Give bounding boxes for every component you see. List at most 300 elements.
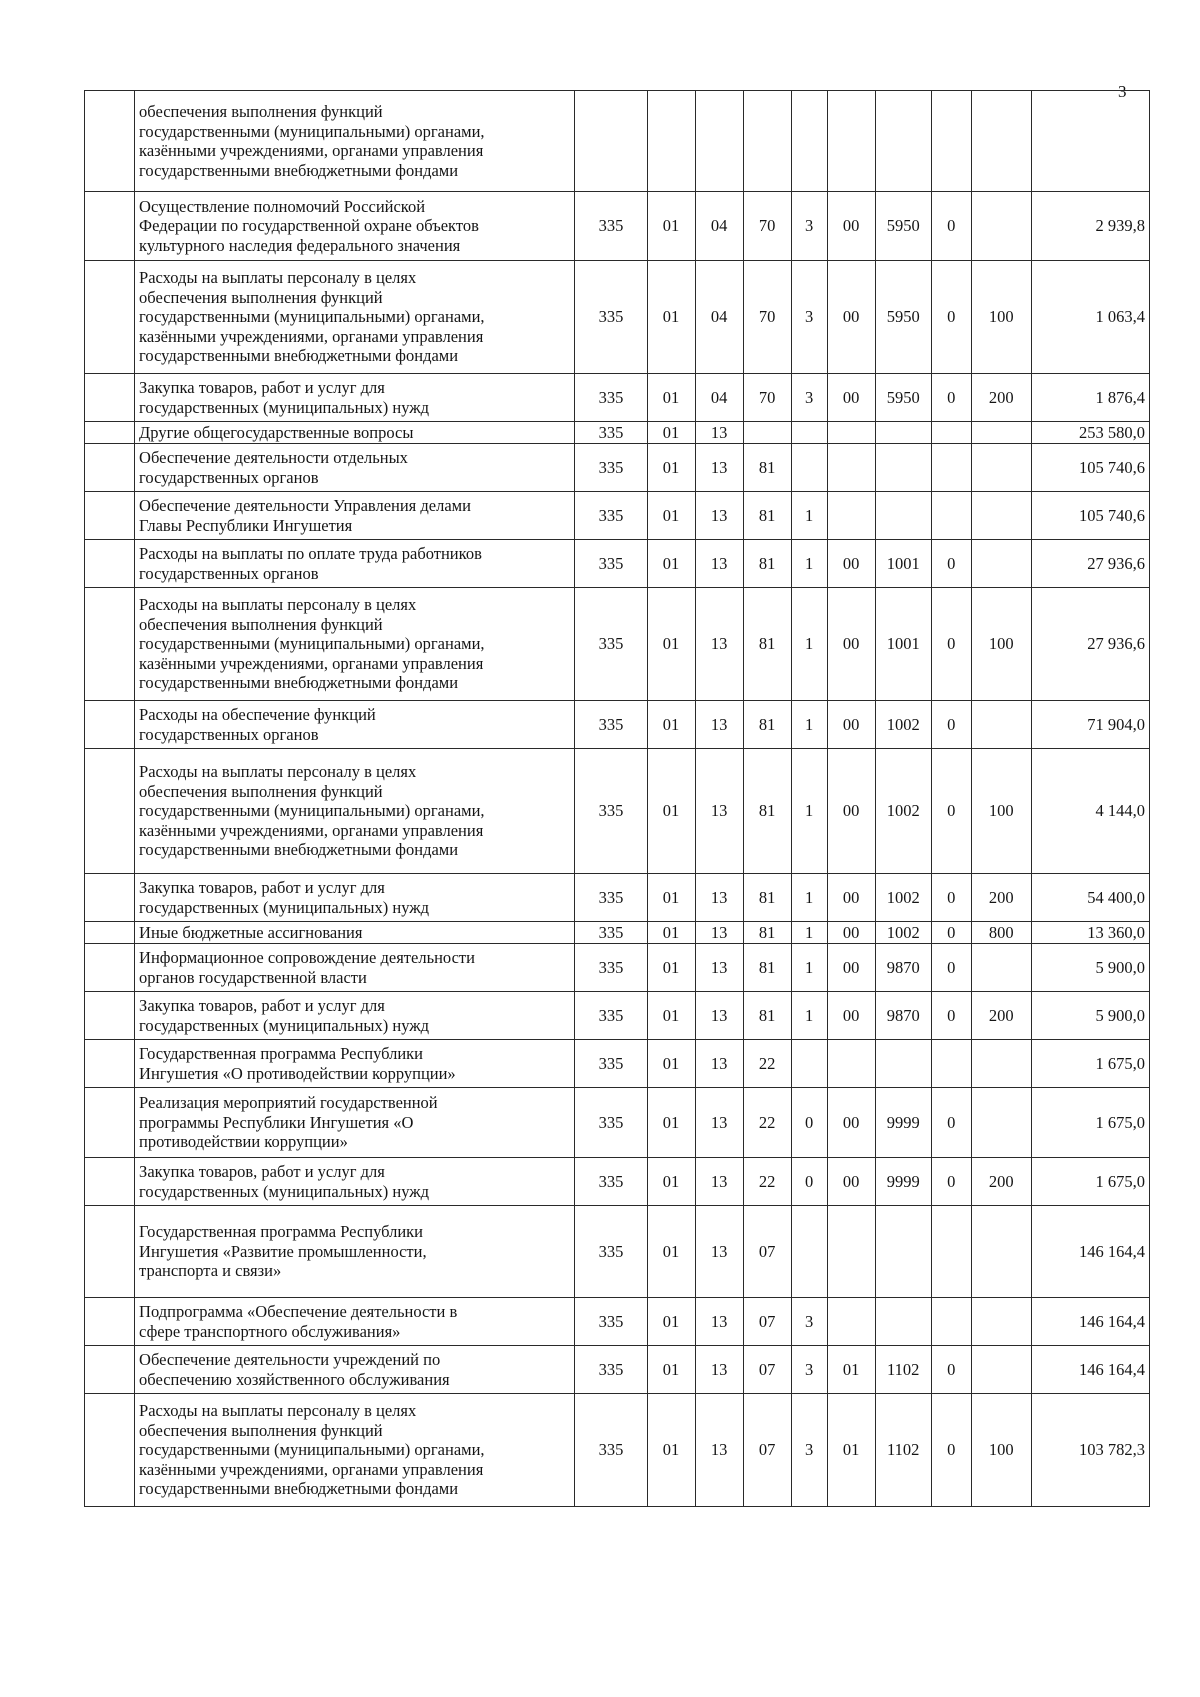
description-line: обеспечения выполнения функций (139, 287, 383, 307)
row-index-cell (85, 588, 135, 701)
admin-code: 335 (575, 444, 647, 492)
direction-code: 1001 (875, 540, 931, 588)
amount: 27 936,6 (1031, 588, 1149, 701)
measure-code (827, 1298, 875, 1346)
description-line: государственных органов (139, 467, 319, 487)
amount (1031, 91, 1149, 192)
reserve-code (931, 422, 971, 444)
section-code: 01 (647, 1040, 695, 1088)
subprogram-code: 1 (791, 992, 827, 1040)
table-row (85, 1040, 1150, 1088)
subprogram-code: 3 (791, 1346, 827, 1394)
admin-code: 335 (575, 261, 647, 374)
amount: 103 782,3 (1031, 1394, 1149, 1507)
reserve-code (931, 91, 971, 192)
row-description (135, 261, 575, 374)
section-code: 01 (647, 444, 695, 492)
table-row (85, 1394, 1150, 1507)
section-code: 01 (647, 944, 695, 992)
section-code: 01 (647, 588, 695, 701)
reserve-code: 0 (931, 749, 971, 874)
program-code: 07 (743, 1346, 791, 1394)
reserve-code: 0 (931, 1158, 971, 1206)
measure-code (827, 422, 875, 444)
subprogram-code (791, 91, 827, 192)
measure-code: 00 (827, 749, 875, 874)
admin-code: 335 (575, 1040, 647, 1088)
expense-type-code (971, 91, 1031, 192)
subsection-code: 13 (695, 701, 743, 749)
direction-code: 1002 (875, 749, 931, 874)
expense-type-code (971, 1298, 1031, 1346)
table-row (85, 422, 1150, 444)
program-code: 22 (743, 1088, 791, 1158)
expense-type-code: 200 (971, 874, 1031, 922)
measure-code: 00 (827, 261, 875, 374)
measure-code: 01 (827, 1346, 875, 1394)
admin-code: 335 (575, 1394, 647, 1507)
description-line: Осуществление полномочий Российской (139, 196, 426, 216)
table-row (85, 874, 1150, 922)
expense-type-code (971, 192, 1031, 261)
direction-code: 1102 (875, 1394, 931, 1507)
direction-code (875, 492, 931, 540)
amount: 146 164,4 (1031, 1206, 1149, 1298)
row-index-cell (85, 701, 135, 749)
expense-type-code: 200 (971, 992, 1031, 1040)
reserve-code (931, 1040, 971, 1088)
expense-type-code: 200 (971, 1158, 1031, 1206)
description-line: государственных (муниципальных) нужд (139, 397, 430, 417)
table-row (85, 444, 1150, 492)
section-code: 01 (647, 374, 695, 422)
subprogram-code: 1 (791, 540, 827, 588)
description-line: Обеспечение деятельности отдельных (139, 448, 408, 467)
description-line: государственных (муниципальных) нужд (139, 1015, 430, 1035)
section-code: 01 (647, 192, 695, 261)
expense-type-code: 800 (971, 922, 1031, 944)
row-description (135, 874, 575, 922)
measure-code (827, 444, 875, 492)
description-line: государственными (муниципальными) органами, (139, 801, 485, 821)
subsection-code: 13 (695, 1346, 743, 1394)
program-code: 81 (743, 444, 791, 492)
admin-code: 335 (575, 944, 647, 992)
direction-code: 1002 (875, 922, 931, 944)
row-index-cell (85, 1298, 135, 1346)
subsection-code: 13 (695, 422, 743, 444)
subprogram-code: 3 (791, 192, 827, 261)
amount: 4 144,0 (1031, 749, 1149, 874)
measure-code (827, 1206, 875, 1298)
direction-code: 9870 (875, 992, 931, 1040)
amount: 1 063,4 (1031, 261, 1149, 374)
table-row (85, 374, 1150, 422)
admin-code: 335 (575, 374, 647, 422)
expense-type-code: 100 (971, 749, 1031, 874)
admin-code: 335 (575, 1088, 647, 1158)
description-line: Государственная программа Республики (139, 1222, 423, 1242)
description-line: казёнными учреждениями, органами управления (139, 820, 484, 840)
budget-table (84, 90, 1150, 1507)
program-code: 81 (743, 540, 791, 588)
amount: 2 939,8 (1031, 192, 1149, 261)
table-row (85, 261, 1150, 374)
program-code: 81 (743, 992, 791, 1040)
admin-code: 335 (575, 1346, 647, 1394)
expense-type-code (971, 444, 1031, 492)
description-line: Главы Республики Ингушетия (139, 515, 353, 535)
description-line: Информационное сопровождение деятельности (139, 948, 475, 967)
subprogram-code: 1 (791, 944, 827, 992)
direction-code: 5950 (875, 261, 931, 374)
program-code: 70 (743, 192, 791, 261)
program-code: 81 (743, 874, 791, 922)
section-code (647, 91, 695, 192)
admin-code: 335 (575, 422, 647, 444)
expense-type-code: 100 (971, 1394, 1031, 1507)
row-description (135, 1040, 575, 1088)
reserve-code: 0 (931, 540, 971, 588)
description-line: государственными (муниципальными) органами, (139, 121, 485, 141)
program-code: 81 (743, 922, 791, 944)
description-line: сфере транспортного обслуживания» (139, 1321, 401, 1341)
amount: 253 580,0 (1031, 422, 1149, 444)
amount: 105 740,6 (1031, 492, 1149, 540)
program-code: 07 (743, 1206, 791, 1298)
subsection-code: 13 (695, 922, 743, 944)
description-line: транспорта и связи» (139, 1261, 282, 1281)
row-description (135, 992, 575, 1040)
amount: 13 360,0 (1031, 922, 1149, 944)
measure-code: 00 (827, 701, 875, 749)
subsection-code: 13 (695, 444, 743, 492)
row-description (135, 1346, 575, 1394)
reserve-code: 0 (931, 1346, 971, 1394)
amount: 105 740,6 (1031, 444, 1149, 492)
row-description (135, 192, 575, 261)
table-row (85, 1088, 1150, 1158)
row-index-cell (85, 91, 135, 192)
measure-code: 00 (827, 588, 875, 701)
row-description (135, 1298, 575, 1346)
description-line: государственных (муниципальных) нужд (139, 1181, 430, 1201)
subsection-code: 13 (695, 944, 743, 992)
row-description (135, 492, 575, 540)
subsection-code (695, 91, 743, 192)
description-line: Обеспечение деятельности Управления делами (139, 496, 471, 515)
description-line: Федерации по государственной охране объектов (139, 216, 479, 236)
amount: 1 675,0 (1031, 1088, 1149, 1158)
description-line: государственных (муниципальных) нужд (139, 897, 430, 917)
row-description (135, 91, 575, 192)
subprogram-code (791, 444, 827, 492)
direction-code: 9870 (875, 944, 931, 992)
measure-code: 00 (827, 944, 875, 992)
description-line: противодействии коррупции» (139, 1132, 348, 1152)
section-code: 01 (647, 1394, 695, 1507)
description-line: Подпрограмма «Обеспечение деятельности в (139, 1302, 458, 1321)
table-row (85, 1206, 1150, 1298)
description-line: казёнными учреждениями, органами управления (139, 1459, 484, 1479)
admin-code: 335 (575, 701, 647, 749)
table-row (85, 992, 1150, 1040)
row-index-cell (85, 540, 135, 588)
section-code: 01 (647, 701, 695, 749)
row-index-cell (85, 874, 135, 922)
row-index-cell (85, 1346, 135, 1394)
row-description (135, 444, 575, 492)
description-line: Закупка товаров, работ и услуг для (139, 996, 385, 1015)
section-code: 01 (647, 1206, 695, 1298)
program-code (743, 91, 791, 192)
measure-code (827, 91, 875, 192)
subsection-code: 04 (695, 374, 743, 422)
subsection-code: 13 (695, 1088, 743, 1158)
program-code: 81 (743, 588, 791, 701)
reserve-code (931, 444, 971, 492)
measure-code: 00 (827, 922, 875, 944)
reserve-code: 0 (931, 192, 971, 261)
description-line: государственными внебюджетными фондами (139, 1479, 459, 1499)
reserve-code: 0 (931, 874, 971, 922)
description-line: обеспечения выполнения функций (139, 781, 383, 801)
row-index-cell (85, 444, 135, 492)
expense-type-code (971, 1346, 1031, 1394)
description-line: казёнными учреждениями, органами управления (139, 653, 484, 673)
amount: 71 904,0 (1031, 701, 1149, 749)
row-index-cell (85, 1394, 135, 1507)
admin-code: 335 (575, 540, 647, 588)
section-code: 01 (647, 922, 695, 944)
program-code: 22 (743, 1158, 791, 1206)
program-code: 07 (743, 1298, 791, 1346)
amount: 27 936,6 (1031, 540, 1149, 588)
subprogram-code: 3 (791, 1298, 827, 1346)
subprogram-code: 0 (791, 1088, 827, 1158)
description-line: государственными (муниципальными) органами, (139, 307, 485, 327)
row-description (135, 1206, 575, 1298)
description-line: Расходы на выплаты персоналу в целях (139, 268, 417, 288)
direction-code: 9999 (875, 1088, 931, 1158)
section-code: 01 (647, 492, 695, 540)
description-line: обеспечения выполнения функций (139, 102, 383, 121)
section-code: 01 (647, 540, 695, 588)
reserve-code: 0 (931, 701, 971, 749)
admin-code: 335 (575, 588, 647, 701)
reserve-code (931, 1298, 971, 1346)
program-code (743, 422, 791, 444)
description-line: программы Республики Ингушетия «О (139, 1112, 414, 1132)
row-index-cell (85, 1040, 135, 1088)
admin-code: 335 (575, 1158, 647, 1206)
measure-code: 00 (827, 1158, 875, 1206)
description-line: органов государственной власти (139, 967, 367, 987)
admin-code: 335 (575, 992, 647, 1040)
description-line: Реализация мероприятий государственной (139, 1093, 438, 1113)
row-description (135, 1088, 575, 1158)
subsection-code: 13 (695, 1394, 743, 1507)
subsection-code: 13 (695, 874, 743, 922)
table-row (85, 588, 1150, 701)
row-index-cell (85, 1206, 135, 1298)
description-line: Другие общегосударственные вопросы (139, 422, 414, 442)
direction-code: 1102 (875, 1346, 931, 1394)
admin-code: 335 (575, 1206, 647, 1298)
amount: 5 900,0 (1031, 944, 1149, 992)
subsection-code: 04 (695, 192, 743, 261)
table-row (85, 540, 1150, 588)
row-description (135, 944, 575, 992)
amount: 1 675,0 (1031, 1040, 1149, 1088)
row-description (135, 540, 575, 588)
section-code: 01 (647, 992, 695, 1040)
row-index-cell (85, 261, 135, 374)
section-code: 01 (647, 422, 695, 444)
section-code: 01 (647, 1158, 695, 1206)
table-row (85, 749, 1150, 874)
row-index-cell (85, 749, 135, 874)
program-code: 81 (743, 701, 791, 749)
subprogram-code: 3 (791, 261, 827, 374)
direction-code (875, 422, 931, 444)
subsection-code: 13 (695, 749, 743, 874)
description-line: государственных органов (139, 724, 319, 744)
measure-code (827, 492, 875, 540)
row-description (135, 422, 575, 444)
expense-type-code (971, 701, 1031, 749)
subsection-code: 13 (695, 540, 743, 588)
measure-code: 00 (827, 1088, 875, 1158)
reserve-code: 0 (931, 261, 971, 374)
row-index-cell (85, 1158, 135, 1206)
admin-code: 335 (575, 492, 647, 540)
row-description (135, 922, 575, 944)
description-line: Закупка товаров, работ и услуг для (139, 378, 385, 397)
table-row (85, 922, 1150, 944)
description-line: государственными внебюджетными фондами (139, 160, 459, 180)
measure-code: 00 (827, 992, 875, 1040)
description-line: Государственная программа Республики (139, 1044, 423, 1063)
description-line: казёнными учреждениями, органами управления (139, 326, 484, 346)
amount: 5 900,0 (1031, 992, 1149, 1040)
section-code: 01 (647, 749, 695, 874)
admin-code: 335 (575, 874, 647, 922)
reserve-code: 0 (931, 1088, 971, 1158)
reserve-code: 0 (931, 944, 971, 992)
description-line: государственными внебюджетными фондами (139, 840, 459, 860)
section-code: 01 (647, 261, 695, 374)
subprogram-code (791, 422, 827, 444)
program-code: 81 (743, 944, 791, 992)
section-code: 01 (647, 1346, 695, 1394)
subsection-code: 13 (695, 492, 743, 540)
subprogram-code: 3 (791, 1394, 827, 1507)
description-line: Ингушетия «Развитие промышленности, (139, 1241, 427, 1261)
expense-type-code (971, 540, 1031, 588)
row-description (135, 1394, 575, 1507)
subsection-code: 13 (695, 1206, 743, 1298)
description-line: Расходы на выплаты по оплате труда работников (139, 544, 482, 563)
table-row (85, 192, 1150, 261)
subprogram-code: 1 (791, 588, 827, 701)
table-row (85, 91, 1150, 192)
description-line: государственными (муниципальными) органами, (139, 634, 485, 654)
admin-code: 335 (575, 922, 647, 944)
row-description (135, 588, 575, 701)
subprogram-code (791, 1206, 827, 1298)
subprogram-code: 1 (791, 492, 827, 540)
row-index-cell (85, 374, 135, 422)
direction-code: 5950 (875, 374, 931, 422)
description-line: Закупка товаров, работ и услуг для (139, 878, 385, 897)
reserve-code: 0 (931, 992, 971, 1040)
row-index-cell (85, 422, 135, 444)
reserve-code: 0 (931, 1394, 971, 1507)
description-line: культурного наследия федерального значения (139, 235, 461, 255)
expense-type-code (971, 422, 1031, 444)
expense-type-code: 100 (971, 261, 1031, 374)
section-code: 01 (647, 1298, 695, 1346)
direction-code (875, 91, 931, 192)
description-line: обеспечению хозяйственного обслуживания (139, 1369, 450, 1389)
subprogram-code: 1 (791, 749, 827, 874)
subsection-code: 13 (695, 992, 743, 1040)
page-number: 3 (1118, 82, 1127, 101)
description-line: государственными внебюджетными фондами (139, 673, 459, 693)
program-code: 81 (743, 492, 791, 540)
expense-type-code (971, 492, 1031, 540)
description-line: казёнными учреждениями, органами управления (139, 141, 484, 160)
subsection-code: 13 (695, 1298, 743, 1346)
direction-code: 5950 (875, 192, 931, 261)
subprogram-code: 3 (791, 374, 827, 422)
expense-type-code (971, 1206, 1031, 1298)
direction-code: 1002 (875, 874, 931, 922)
row-index-cell (85, 1088, 135, 1158)
section-code: 01 (647, 1088, 695, 1158)
table-row (85, 1346, 1150, 1394)
description-line: Закупка товаров, работ и услуг для (139, 1162, 385, 1181)
direction-code (875, 444, 931, 492)
row-description (135, 374, 575, 422)
subsection-code: 04 (695, 261, 743, 374)
row-index-cell (85, 192, 135, 261)
program-code: 22 (743, 1040, 791, 1088)
direction-code: 9999 (875, 1158, 931, 1206)
measure-code: 01 (827, 1394, 875, 1507)
direction-code: 1001 (875, 588, 931, 701)
amount: 1 876,4 (1031, 374, 1149, 422)
subprogram-code: 0 (791, 1158, 827, 1206)
description-line: государственных органов (139, 563, 319, 583)
description-line: Обеспечение деятельности учреждений по (139, 1350, 441, 1369)
reserve-code: 0 (931, 374, 971, 422)
description-line: Расходы на выплаты персоналу в целях (139, 1401, 417, 1421)
description-line: Иные бюджетные ассигнования (139, 922, 363, 942)
table-row (85, 492, 1150, 540)
admin-code: 335 (575, 749, 647, 874)
expense-type-code (971, 1040, 1031, 1088)
measure-code: 00 (827, 540, 875, 588)
admin-code: 335 (575, 192, 647, 261)
program-code: 81 (743, 749, 791, 874)
reserve-code: 0 (931, 922, 971, 944)
amount: 54 400,0 (1031, 874, 1149, 922)
admin-code (575, 91, 647, 192)
program-code: 07 (743, 1394, 791, 1507)
program-code: 70 (743, 261, 791, 374)
